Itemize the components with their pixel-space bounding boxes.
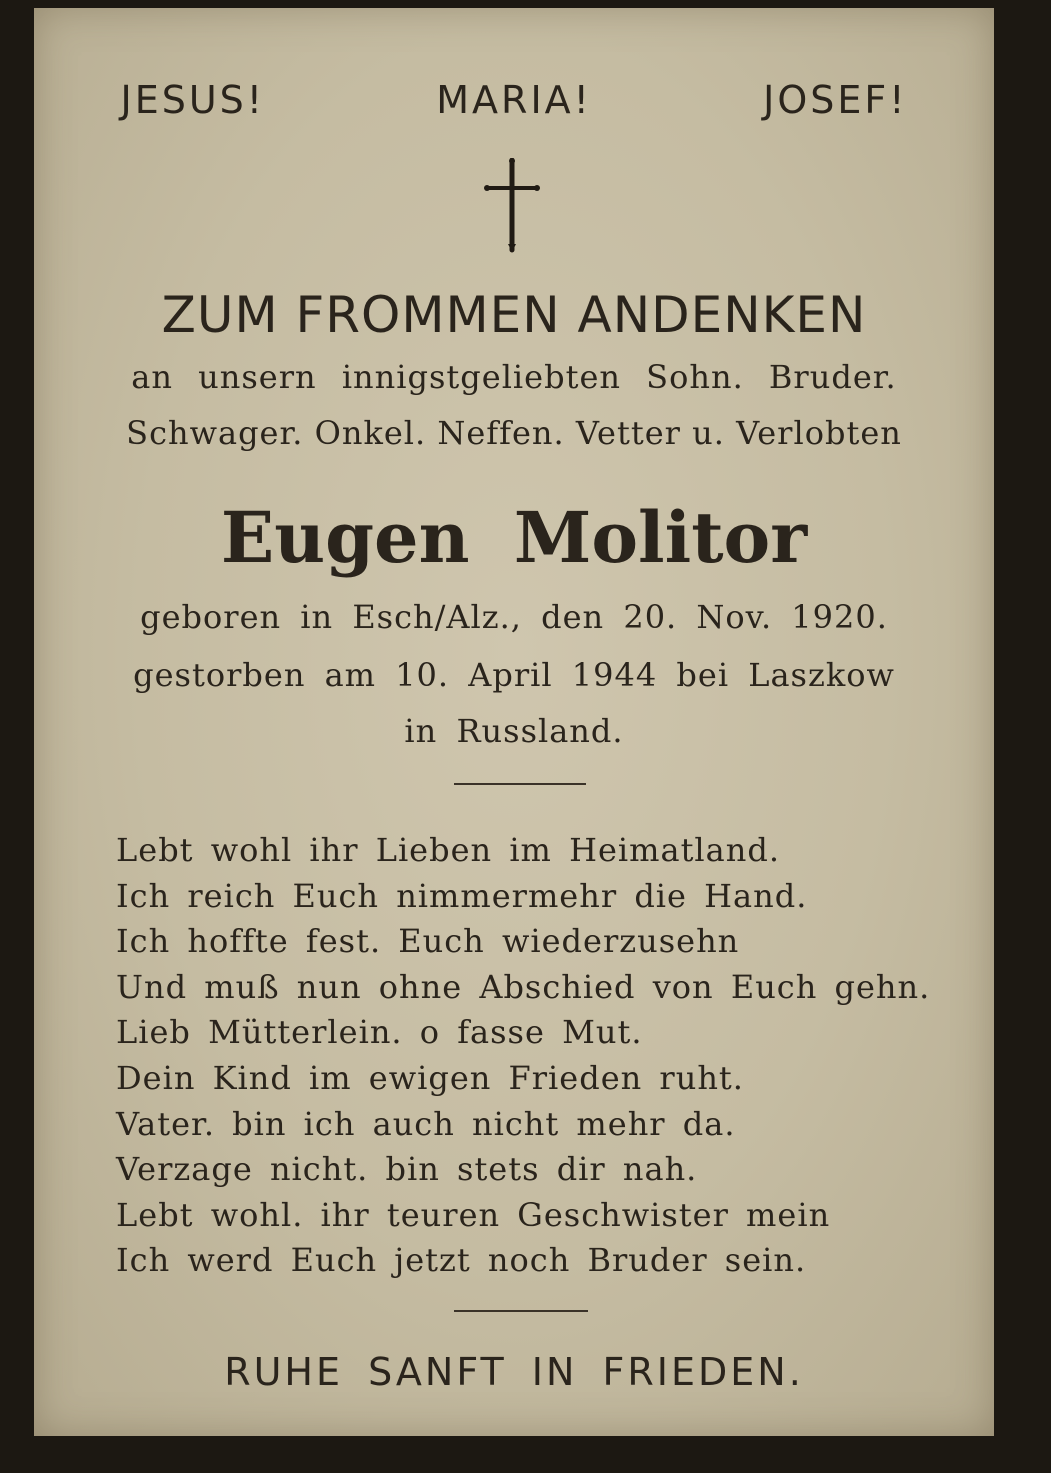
poem-line: Lebt wohl. ihr teuren Geschwister mein xyxy=(116,1195,831,1234)
poem-line: Lieb Mütterlein. o fasse Mut. xyxy=(116,1013,643,1052)
poem-line: Lebt wohl ihr Lieben im Heimatland. xyxy=(116,831,780,869)
poem-line: Ich hoffte fest. Euch wiederzusehn xyxy=(116,922,740,961)
dedication-line-2: Schwager. Onkel. Neffen. Vetter u. Verlobten xyxy=(126,414,902,452)
cross-icon xyxy=(482,158,542,253)
poem-line: Vater. bin ich auch nicht mehr da. xyxy=(116,1104,736,1143)
poem-line: Und muß nun ohne Abschied von Euch gehn. xyxy=(116,967,931,1006)
birth-line: geboren in Esch/Alz., den 20. Nov. 1920. xyxy=(140,598,888,636)
divider-bottom xyxy=(454,1310,588,1312)
poem-line: Ich werd Euch jetzt noch Bruder sein. xyxy=(116,1241,807,1280)
closing-blessing: RUHE SANFT IN FRIEDEN. xyxy=(224,1350,804,1394)
memorial-poem xyxy=(116,828,976,1284)
memorial-card xyxy=(34,8,994,1436)
memorial-title: ZUM FROMMEN ANDENKEN xyxy=(161,286,867,344)
poem-line: Dein Kind im ewigen Frieden ruht. xyxy=(116,1058,744,1097)
death-place-line: in Russland. xyxy=(404,712,624,750)
invocation-heading: JESUS! MARIA! JOSEF! xyxy=(120,78,908,122)
death-line: gestorben am 10. April 1944 bei Laszkow xyxy=(133,656,895,694)
poem-line: Ich reich Euch nimmermehr die Hand. xyxy=(116,876,808,915)
poem-line: Verzage nicht. bin stets dir nah. xyxy=(116,1150,698,1189)
dedication-line-1: an unsern innigstgeliebten Sohn. Bruder. xyxy=(131,358,897,396)
deceased-name: Eugen Molitor xyxy=(220,496,808,579)
divider-top xyxy=(454,783,586,785)
